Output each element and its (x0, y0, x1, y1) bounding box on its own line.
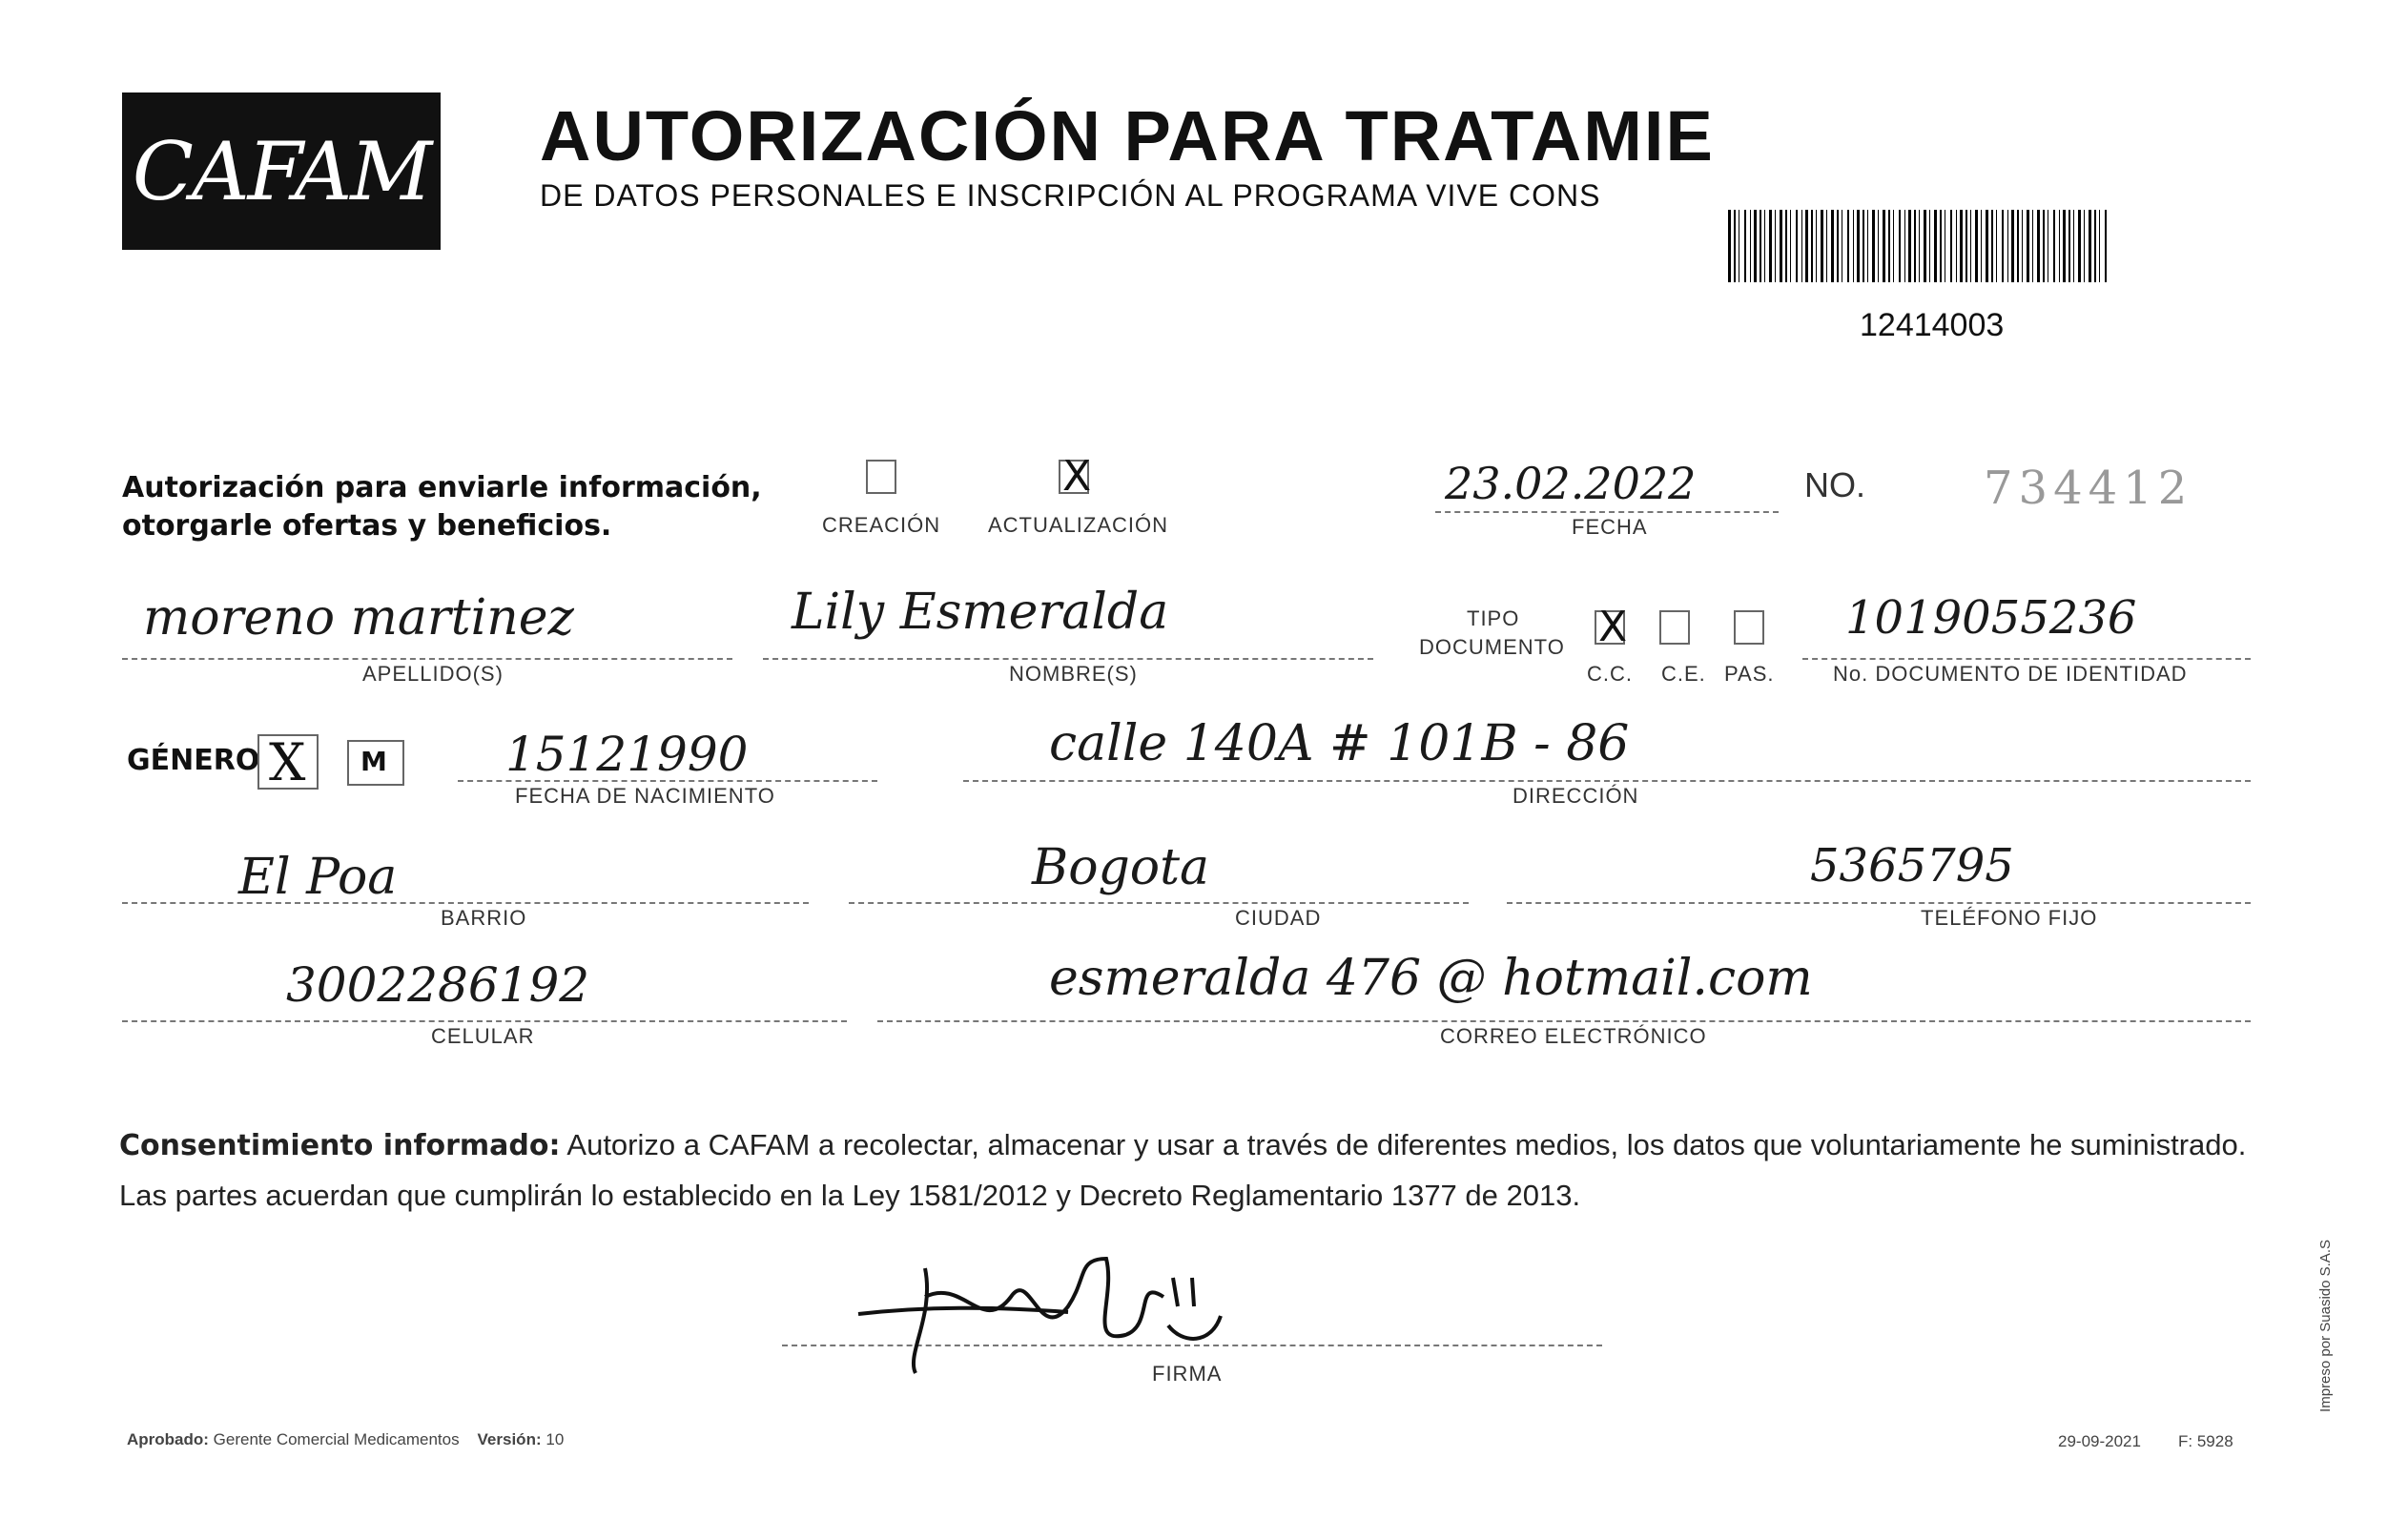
barcode-bar (1785, 210, 1787, 282)
barcode-bar (2022, 210, 2023, 282)
barcode-bar (1893, 210, 1894, 282)
celular-label: CELULAR (431, 1024, 535, 1048)
nacimiento-label: FECHA DE NACIMIENTO (515, 784, 775, 808)
documento-line (1802, 658, 2251, 660)
aprobado-value: Gerente Comercial Medicamentos (213, 1430, 460, 1448)
consent-paragraph (119, 1120, 2255, 1221)
correo-value[interactable]: esmeralda 476 @ hotmail.com (1049, 950, 1813, 1007)
creacion-checkbox[interactable] (866, 460, 896, 494)
cc-checkbox[interactable] (1595, 610, 1625, 645)
printer-side-text: Impreso por Suasido S.A.S (2317, 1240, 2334, 1412)
cafam-logo (122, 92, 441, 250)
nombres-label: NOMBRE(S) (1009, 662, 1138, 686)
barcode-bar (1956, 210, 1957, 282)
tipo-label-2: DOCUMENTO (1419, 635, 1565, 659)
barcode-bar (2011, 210, 2014, 282)
celular-line (122, 1020, 847, 1022)
correo-line (877, 1020, 2251, 1022)
barcode-bar (1760, 210, 1761, 282)
fecha-label: FECHA (1572, 515, 1648, 539)
barcode-bar (1867, 210, 1868, 282)
nombres-line (763, 658, 1373, 660)
barrio-label: BARRIO (441, 906, 527, 930)
intro-line-1: Autorización para enviarle información, (122, 471, 762, 504)
barcode-bar (1811, 210, 1813, 282)
apellidos-line (122, 658, 732, 660)
version-label: Versión: (477, 1430, 542, 1448)
pas-label: PAS. (1724, 662, 1775, 686)
barcode-bar (1924, 210, 1926, 282)
ciudad-value[interactable]: Bogota (1032, 839, 1210, 896)
cc-label: C.C. (1587, 662, 1633, 686)
telefono-line (1507, 902, 2251, 904)
nombres-value[interactable]: Lily Esmeralda (792, 584, 1169, 641)
fecha-value[interactable]: 23.02.2022 (1445, 458, 1697, 509)
logo-text: CAFAM (132, 124, 431, 218)
barcode-bar (1796, 210, 1798, 282)
barcode-bar (1872, 210, 1875, 282)
form-title: AUTORIZACIÓN PARA TRATAMIE (540, 96, 1715, 175)
barcode-bar (1769, 210, 1772, 282)
barcode-bar (1929, 210, 1930, 282)
barcode-bar (2043, 210, 2045, 282)
fecha-line (1435, 511, 1779, 513)
barcode-bar (2078, 210, 2081, 282)
barcode-bar (2089, 210, 2091, 282)
genero-m-checkbox[interactable] (347, 740, 404, 786)
direccion-label: DIRECCIÓN (1513, 784, 1639, 808)
form-subtitle: DE DATOS PERSONALES E INSCRIPCIÓN AL PROGRAMA VIVE CONS (540, 178, 1601, 213)
barcode-bar (1847, 210, 1849, 282)
barcode-bar (1857, 210, 1860, 282)
firma-label: FIRMA (1152, 1362, 1223, 1386)
apellidos-label: APELLIDO(S) (362, 662, 504, 686)
consent-line-1 (119, 1120, 2255, 1171)
documento-value[interactable]: 1019055236 (1845, 591, 2137, 645)
barcode-bar (1940, 210, 1942, 282)
barcode-bar (1888, 210, 1890, 282)
telefono-value[interactable]: 5365795 (1810, 839, 2014, 893)
barcode-bar (2007, 210, 2008, 282)
barcode-bar (1764, 210, 1765, 282)
barcode-bar (2053, 210, 2055, 282)
cf-label: C.E. (1661, 662, 1706, 686)
aprobado-label: Aprobado: (127, 1430, 209, 1448)
barcode-bar (1981, 210, 1982, 282)
barcode-bar (1863, 210, 1864, 282)
no-value: 734412 (1984, 462, 2193, 515)
intro-line-2: otorgarle ofertas y beneficios. (122, 509, 612, 543)
consent-text-2: Las partes acuerdan que cumplirán lo establecido en la Ley 1581/2012 y Decreto Reglamentario 1377 de 2013. (119, 1179, 1581, 1212)
barrio-line (122, 902, 809, 904)
barcode-bar (2032, 210, 2033, 282)
cf-checkbox[interactable] (1659, 610, 1690, 645)
barcode-bar (1821, 210, 1823, 282)
footer-approval (127, 1430, 564, 1449)
barcode-bar (2002, 210, 2004, 282)
barcode-bar (2084, 210, 2085, 282)
consent-text-1: Autorizo a CAFAM a recolectar, almacenar y usar a través de diferentes medios, los datos que voluntariamente he suministrado. (560, 1128, 2247, 1161)
actualizacion-checkbox[interactable] (1059, 460, 1089, 494)
barcode-bar (1914, 210, 1916, 282)
barcode-bar (1728, 210, 1731, 282)
barcode-bar (2099, 210, 2100, 282)
ciudad-line (849, 902, 1469, 904)
ciudad-label: CIUDAD (1235, 906, 1322, 930)
barcode-bar (1975, 210, 1978, 282)
barcode-bar (2037, 210, 2040, 282)
nacimiento-value[interactable]: 15121990 (505, 727, 749, 782)
genero-f-checkbox[interactable] (257, 734, 319, 790)
genero-label: GÉNERO (127, 744, 260, 777)
barcode-bar (1970, 210, 1971, 282)
barcode-bar (2105, 210, 2107, 282)
barcode-bar (1904, 210, 1905, 282)
barcode-bar (2063, 210, 2066, 282)
barcode-bar (1816, 210, 1817, 282)
barcode-bar (1878, 210, 1879, 282)
barcode-bar (1805, 210, 1808, 282)
correo-label: CORREO ELECTRÓNICO (1440, 1024, 1707, 1048)
pas-checkbox[interactable] (1734, 610, 1764, 645)
barcode-bar (1837, 210, 1839, 282)
intro-text (122, 469, 762, 545)
version-value: 10 (545, 1430, 565, 1448)
barcode-bar (1780, 210, 1782, 282)
barcode-bar (1775, 210, 1776, 282)
barcode-bar (1831, 210, 1834, 282)
celular-value[interactable]: 3002286192 (286, 957, 590, 1013)
barcode-bar (1853, 210, 1854, 282)
barcode-bar (1986, 210, 1988, 282)
genero-f-mark: X (269, 732, 306, 792)
barcode-bar (2027, 210, 2029, 282)
barcode-bar (1996, 210, 1997, 282)
apellidos-value[interactable]: moreno martinez (143, 589, 574, 647)
direccion-value[interactable]: calle 140A # 101B - 86 (1049, 715, 1630, 772)
footer-date: 29-09-2021 (2058, 1432, 2141, 1450)
barcode-bar (2017, 210, 2019, 282)
creacion-label: CREACIÓN (822, 513, 941, 537)
footer-form-code: F: 5928 (2178, 1432, 2233, 1450)
documento-label: No. DOCUMENTO DE IDENTIDAD (1833, 662, 2188, 686)
barcode-bar (1991, 210, 1993, 282)
barcode (1728, 210, 2110, 282)
barcode-bar (1934, 210, 1937, 282)
tipo-label-1: TIPO (1467, 606, 1520, 630)
barcode-bar (1919, 210, 1920, 282)
barcode-bar (2094, 210, 2096, 282)
barcode-number: 12414003 (1860, 307, 2005, 343)
barcode-bar (1826, 210, 1827, 282)
barcode-bar (1899, 210, 1901, 282)
barcode-bar (1883, 210, 1885, 282)
barrio-value[interactable]: El Poa (238, 849, 398, 906)
nacimiento-line (458, 780, 877, 782)
barcode-bar (1966, 210, 1967, 282)
actualizacion-label: ACTUALIZACIÓN (988, 513, 1169, 537)
barcode-bar (2068, 210, 2070, 282)
barcode-bar (1754, 210, 1757, 282)
barcode-bar (1744, 210, 1746, 282)
barcode-bar (2073, 210, 2074, 282)
barcode-bar (2059, 210, 2060, 282)
barcode-bar (1908, 210, 1911, 282)
barcode-bar (1950, 210, 1952, 282)
barcode-bar (1801, 210, 1802, 282)
direccion-line (963, 780, 2251, 782)
no-label: NO. (1804, 465, 1866, 504)
genero-m-label: M (360, 746, 387, 777)
barcode-bar (1790, 210, 1791, 282)
barcode-bar (1750, 210, 1751, 282)
telefono-label: TELÉFONO FIJO (1921, 906, 2098, 930)
barcode-bar (1960, 210, 1963, 282)
barcode-bar (1734, 210, 1736, 282)
consent-lead: Consentimiento informado: (119, 1129, 561, 1162)
